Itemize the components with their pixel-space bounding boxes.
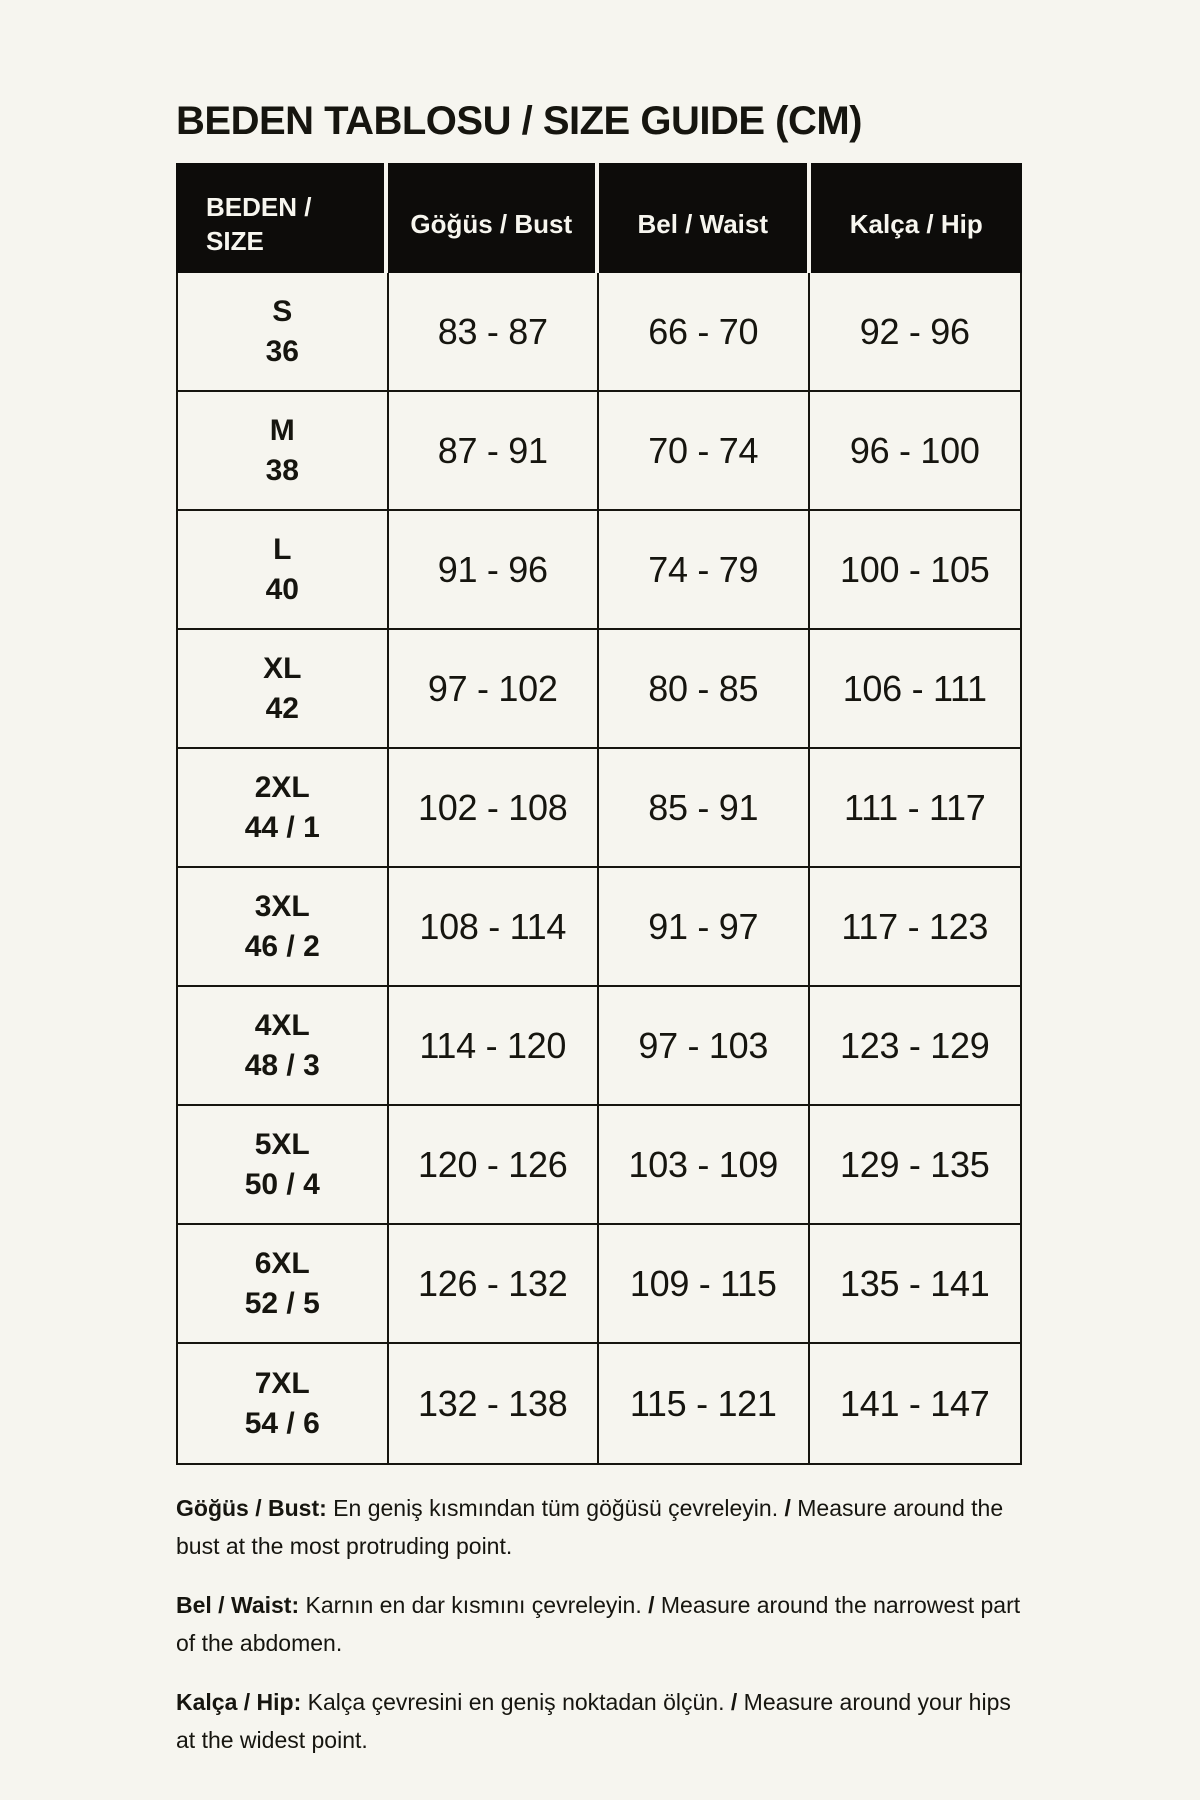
header-size-label: [206, 190, 311, 258]
table-row-m: [178, 392, 1020, 511]
size-code: 46 / 2: [244, 929, 320, 963]
note-bust-english: Measure around the bust at the most protruding point.: [176, 1495, 1004, 1559]
note-hip-english: Measure around your hips at the widest point.: [176, 1689, 1011, 1753]
hip-value: 111 - 117: [844, 786, 986, 828]
waist-value: 66 - 70: [599, 273, 810, 390]
header-cell-size: [176, 163, 388, 273]
size-guide-table: [176, 163, 1022, 1465]
table-header-row: [176, 163, 1022, 273]
size-cell: [178, 273, 389, 390]
size-label: 2XL: [254, 770, 310, 804]
hip-value: 96 - 100: [849, 429, 980, 471]
bust-value: 102 - 108: [389, 749, 600, 866]
waist-value: 91 - 97: [599, 868, 810, 985]
bust-value: 120 - 126: [389, 1106, 600, 1223]
waist-value: 70 - 74: [599, 392, 810, 509]
header-cell-bust: Göğüs / Bust: [388, 163, 600, 273]
hip-value: 100 - 105: [840, 548, 990, 590]
bust-value: 83 - 87: [389, 273, 600, 390]
size-code: 54 / 6: [244, 1406, 320, 1440]
size-label: L: [273, 532, 292, 566]
size-code: 48 / 3: [244, 1048, 320, 1082]
waist-value: 80 - 85: [599, 630, 810, 747]
size-label: 5XL: [254, 1127, 310, 1161]
header-cell-hip: Kalça / Hip: [811, 163, 1023, 273]
note-waist-separator: /: [648, 1592, 655, 1618]
size-code: 44 / 1: [244, 810, 320, 844]
size-cell: [178, 511, 389, 628]
table-row-7xl: [178, 1344, 1020, 1463]
size-code: 36: [265, 334, 299, 368]
size-cell: [178, 868, 389, 985]
size-code: 38: [265, 453, 299, 487]
size-label: 3XL: [254, 889, 310, 923]
table-row-4xl: [178, 987, 1020, 1106]
bust-value: 87 - 91: [389, 392, 600, 509]
note-hip-separator: /: [730, 1689, 738, 1715]
size-code: 52 / 5: [244, 1286, 320, 1320]
note-hip-turkish: Kalça çevresini en geniş noktadan ölçün.: [307, 1689, 725, 1715]
size-code: 40: [265, 572, 299, 606]
waist-value: 109 - 115: [599, 1225, 810, 1342]
waist-value: 97 - 103: [599, 987, 810, 1104]
bust-value: 126 - 132: [389, 1225, 600, 1342]
bust-value: 114 - 120: [389, 987, 600, 1104]
bust-value: 97 - 102: [389, 630, 600, 747]
size-label: 6XL: [254, 1246, 310, 1280]
size-label: S: [272, 294, 293, 328]
waist-value: 85 - 91: [599, 749, 810, 866]
size-label: M: [269, 413, 295, 447]
note-hip: [176, 1683, 1026, 1759]
hip-value: 141 - 147: [840, 1382, 990, 1424]
waist-value: 74 - 79: [599, 511, 810, 628]
hip-value: 123 - 129: [840, 1024, 990, 1066]
size-label: XL: [263, 651, 302, 685]
size-cell: [178, 749, 389, 866]
page-title: BEDEN TABLOSU / SIZE GUIDE (CM): [176, 98, 862, 143]
hip-value: 92 - 96: [859, 310, 970, 352]
size-cell: [178, 987, 389, 1104]
header-cell-waist: Bel / Waist: [599, 163, 811, 273]
hip-value: 117 - 123: [841, 905, 989, 947]
note-waist-label: Bel / Waist:: [176, 1592, 300, 1618]
size-cell: [178, 1344, 389, 1463]
header-size-line2: SIZE: [206, 226, 264, 256]
table-row-s: [178, 273, 1020, 392]
size-label: 4XL: [254, 1008, 310, 1042]
note-bust-turkish: En geniş kısmından tüm göğüsü çevreleyin.: [333, 1495, 779, 1521]
note-waist-turkish: Karnın en dar kısmını çevreleyin.: [305, 1592, 642, 1618]
size-cell: [178, 630, 389, 747]
waist-value: 103 - 109: [599, 1106, 810, 1223]
table-row-xl: [178, 630, 1020, 749]
waist-value: 115 - 121: [599, 1344, 810, 1463]
bust-value: 108 - 114: [389, 868, 600, 985]
hip-value: 129 - 135: [840, 1143, 990, 1185]
size-code: 42: [265, 691, 299, 725]
note-waist: [176, 1586, 1026, 1662]
note-waist-english: Measure around the narrowest part of the abdomen.: [176, 1592, 1021, 1656]
note-bust-label: Göğüs / Bust:: [176, 1495, 327, 1521]
table-row-6xl: [178, 1225, 1020, 1344]
hip-value: 106 - 111: [842, 667, 987, 709]
size-cell: [178, 1225, 389, 1342]
table-row-3xl: [178, 868, 1020, 987]
size-cell: [178, 392, 389, 509]
bust-value: 91 - 96: [389, 511, 600, 628]
size-cell: [178, 1106, 389, 1223]
hip-value: 135 - 141: [840, 1262, 990, 1304]
size-label: 7XL: [254, 1366, 310, 1400]
note-bust: [176, 1489, 1026, 1565]
size-code: 50 / 4: [244, 1167, 320, 1201]
note-bust-separator: /: [784, 1495, 791, 1521]
table-row-5xl: [178, 1106, 1020, 1225]
table-row-l: [178, 511, 1020, 630]
header-size-line1: BEDEN /: [206, 192, 312, 222]
note-hip-label: Kalça / Hip:: [176, 1689, 302, 1715]
table-row-2xl: [178, 749, 1020, 868]
measurement-notes: [176, 1489, 1026, 1780]
bust-value: 132 - 138: [389, 1344, 600, 1463]
table-body: [176, 273, 1022, 1465]
